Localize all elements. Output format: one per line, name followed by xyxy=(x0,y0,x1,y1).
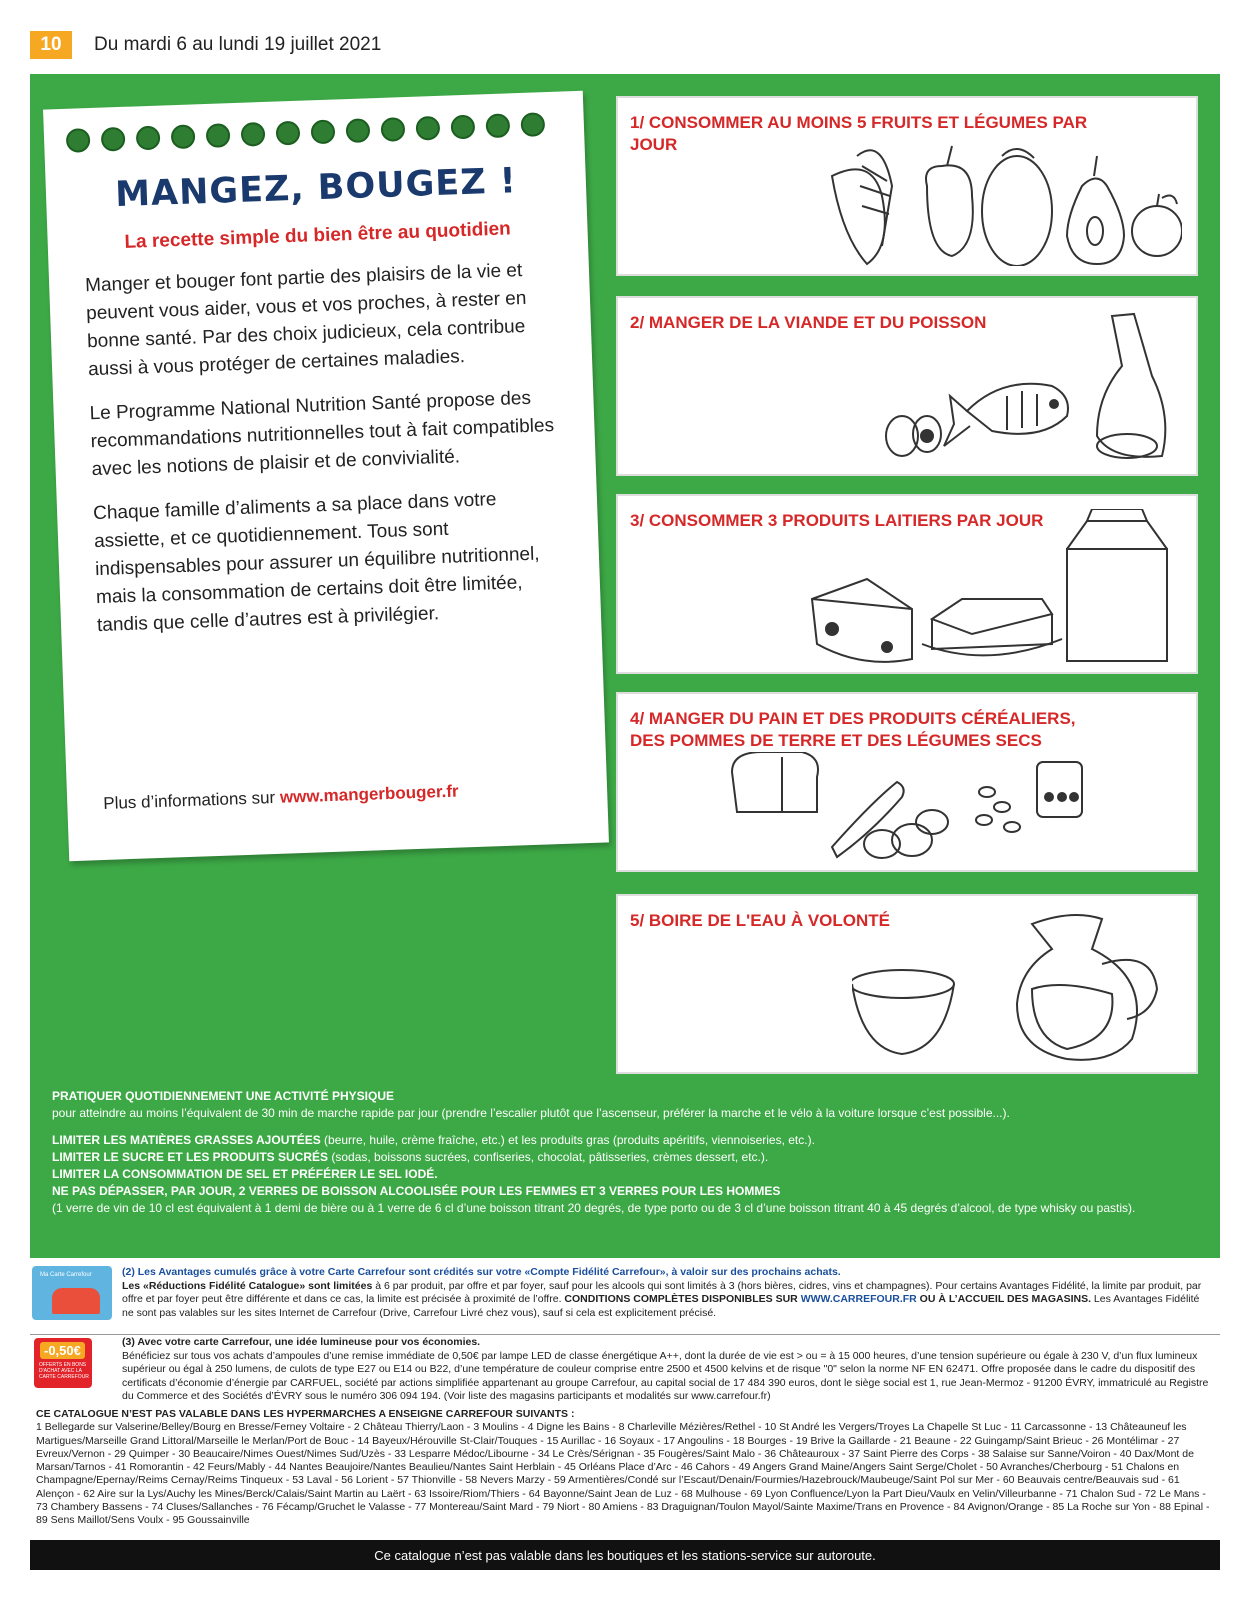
loyalty-bold: Les «Réductions Fidélité Catalogue» sont limitées xyxy=(122,1279,373,1292)
card-title: 3/ CONSOMMER 3 PRODUITS LAITIERS PAR JOUR xyxy=(630,511,1044,530)
promo-text: OFFERTS EN BONS D'ACHAT AVEC LA CARTE CARREFOUR xyxy=(39,1362,89,1380)
salt-title: LIMITER LA CONSOMMATION DE SEL ET PRÉFÉRER LE SEL IODÉ. xyxy=(52,1167,438,1181)
carrefour-link[interactable]: WWW.CARREFOUR.FR xyxy=(800,1293,917,1305)
page-header xyxy=(30,30,381,60)
conditions-bold-end: OU À L’ACCUEIL DES MAGASINS. xyxy=(916,1293,1092,1305)
stores-title: CE CATALOGUE N’EST PAS VALABLE DANS LES HYPERMARCHES A ENSEIGNE CARREFOUR SUIVANTS : xyxy=(36,1408,575,1420)
card-dairy xyxy=(616,494,1198,674)
promo-price: -0,50€ xyxy=(40,1342,85,1359)
card-meat-fish xyxy=(616,296,1198,476)
led-fine-print xyxy=(30,1336,1220,1406)
bread-cereals-icon xyxy=(722,752,1182,862)
loyalty-fine-print xyxy=(30,1266,1220,1332)
card-title: 4/ MANGER DU PAIN ET DES PRODUITS CÉRÉALIERS, DES POMMES DE TERRE ET DES LÉGUMES SECS xyxy=(630,709,1076,750)
note-paragraph-2: Le Programme National Nutrition Santé propose des recommandations nutritionnelles tout à fait compatibles avec les notions de plaisir et de convivialité. xyxy=(89,387,555,481)
meat-fish-icon xyxy=(872,306,1182,466)
led-text xyxy=(122,1336,1212,1404)
more-info-prefix: Plus d’informations sur xyxy=(102,787,281,813)
activity-title: PRATIQUER QUOTIDIENNEMENT UNE ACTIVITÉ PHYSIQUE xyxy=(52,1089,395,1103)
notepad xyxy=(43,91,609,861)
dairy-icon xyxy=(802,509,1182,664)
card-fruits-vegetables xyxy=(616,96,1198,276)
card-title: 1/ CONSOMMER AU MOINS 5 FRUITS ET LÉGUMES PAR JOUR xyxy=(630,113,1088,154)
page-number: 10 xyxy=(30,31,72,59)
card-bread-cereals xyxy=(616,692,1198,872)
card-water xyxy=(616,894,1198,1074)
loyalty-line-2: à 6 par produit, par offre et par foyer, sauf pour les alcools qui sont limités à 3 (hors bières, cidres, vins et champagnes). Pour certains Avantages Fidélité, la limite par produit, par offre et par foyer peut être différente et dans ce cas, la limite est précisée à proximité de l’offre. xyxy=(122,1279,1202,1305)
divider xyxy=(30,1334,1220,1335)
note-paragraph-3: Chaque famille d’aliments a sa place dans votre assiette, et ce quotidiennement. Tous sont indispensables pour assurer un équilibre nutritionnel, mais la consommation de certains doit être limitée, tandis que celle d’autres est à privilégier. xyxy=(92,489,540,637)
excluded-stores xyxy=(36,1408,1216,1528)
more-info xyxy=(103,782,459,814)
loyalty-text xyxy=(122,1266,1212,1320)
carrefour-card-image xyxy=(32,1266,112,1320)
date-range: Du mardi 6 au lundi 19 juillet 2021 xyxy=(94,34,382,55)
spiral-binding xyxy=(66,112,546,153)
sugar-title: LIMITER LE SUCRE ET LES PRODUITS SUCRÉS xyxy=(52,1150,329,1164)
note-body xyxy=(85,256,568,656)
alcohol-title: NE PAS DÉPASSER, PAR JOUR, 2 VERRES DE BOISSON ALCOOLISÉE POUR LES FEMMES ET 3 VERRES POUR LES HOMMES xyxy=(52,1184,781,1198)
fruits-vegetables-icon xyxy=(812,136,1182,266)
note-title: MANGEZ, BOUGEZ ! xyxy=(114,161,518,216)
promo-badge xyxy=(34,1338,92,1388)
mangerbouger-link[interactable]: www.mangerbouger.fr xyxy=(279,781,459,807)
water-jug-icon xyxy=(852,909,1182,1064)
health-advice xyxy=(52,1088,1202,1217)
conditions-bold: CONDITIONS COMPLÈTES DISPONIBLES SUR xyxy=(564,1293,801,1305)
led-line-1: (3) Avec votre carte Carrefour, une idée lumineuse pour vos économies. xyxy=(122,1336,481,1348)
sugar-text: (sodas, boissons sucrées, confiseries, chocolat, pâtisseries, crèmes dessert, etc.). xyxy=(328,1150,769,1164)
led-line-2: Bénéficiez sur tous vos achats d’ampoules d’une remise immédiate de 0,50€ par lampe LED de classe énergétique A++, dont la durée de vie est > ou = à 15 000 heures, d’une tension supérieure ou égale à 230 V, d’un flux lumineux supérieur ou égal à 250 lumens, de culots de type E27 ou E14 ou B22, d’une température de couleur comprise entre 2500 et 4500 kelvins et de risque "0" selon la norme NF EN 62471. Offre proposée dans le cadre du dispositif des certificats d’économie d’énergie par CARFUEL, société par actions simplifiée appartenant au groupe Carrefour, au capital social de 17 484 390 euros, dont le siège social est 1, rue Jean-Mermoz - 91200 ÉVRY, immatriculé au Registre du Commerce et des Sociétés d’ÉVRY sous le numéro 306 094 194. (Voir liste des magasins participants et modalités sur www.carrefour.fr) xyxy=(122,1349,1209,1402)
card-label: Ma Carte Carrefour xyxy=(40,1272,92,1278)
fat-text: (beurre, huile, crème fraîche, etc.) et les produits gras (produits apéritifs, viennoiseries, etc.). xyxy=(320,1133,815,1147)
card-title: 5/ BOIRE DE L'EAU À VOLONTÉ xyxy=(630,911,891,930)
stores-list: 1 Bellegarde sur Valserine/Belley/Bourg en Bresse/Ferney Voltaire - 2 Château Thierry/Laon - 3 Moulins - 4 Digne les Bains - 8 Charleville Mézières/Rethel - 10 St André les Vergers/Troyes La Chapelle St Luc - 11 Carcassonne - 13 Châteauneuf les Martigues/Marseille Grand Littoral/Marseille le Merlan/Port de Bouc - 14 Bayeux/Hérouville St-Clair/Touques - 15 Aurillac - 16 Soyaux - 17 Angoulins - 18 Bourges - 19 Brive la Gaillarde - 21 Beaune - 22 Guingamp/Saint Brieuc - 26 Montélimar - 27 Evreux/Vernon - 29 Quimper - 30 Beaucaire/Nimes Ouest/Nimes Sud/Uzès - 33 Lesparre Médoc/Libourne - 34 Le Crès/Sérignan - 35 Fougères/Saint Malo - 36 Châteauroux - 37 Saint Pierre des Corps - 38 Salaise sur Sanne/Voiron - 40 Dax/Mont de Marsan/Tarnos - 41 Romorantin - 42 Feurs/Mably - 44 Nantes Beaujoire/Nantes Beaulieu/Nantes Saint Herblain - 45 Orléans Place d’Arc - 46 Cahors - 49 Angers Grand Maine/Angers Saint Serge/Cholet - 50 Avranches/Cherbourg - 51 Chalons en Champagne/Epernay/Reims Cernay/Reims Tinqueux - 53 Laval - 56 Lorient - 57 Thionville - 58 Nevers Marzy - 59 Armentières/Condé sur l’Escaut/Denain/Fourmies/Hazebrouck/Maubeuge/Saint Pol sur Mer - 60 Beauvais centre/Beauvais sud - 61 Alençon - 62 Aire sur la Lys/Auchy les Mines/Berck/Calais/Saint Martin au Laërt - 63 Issoire/Riom/Thiers - 64 Bayonne/Saint Jean de Luz - 68 Mulhouse - 69 Lyon Confluence/Lyon la Part Dieu/Vaulx en Velin/Villeurbanne - 71 Chalon Sud - 72 Le Mans - 73 Chambery Bassens - 74 Cluses/Sallanches - 76 Fécamp/Gruchet le Valasse - 77 Montereau/Saint Mard - 79 Niort - 80 Amiens - 83 Draguignan/Toulon Mayol/Sainte Maxime/Trans en Provence - 84 Avignon/Orange - 85 La Roche sur Yon - 88 Epinal - 89 Sens Maillot/Sens Voulx - 95 Goussainville xyxy=(36,1421,1210,1527)
footer-banner: Ce catalogue n’est pas valable dans les boutiques et les stations-service sur autoroute. xyxy=(30,1540,1220,1570)
alcohol-text: (1 verre de vin de 10 cl est équivalent à 1 demi de bière ou à 1 verre de 6 cl d’une boisson titrant 20 degrés, de type porto ou de 3 cl d’une boisson titrant 40 à 45 degrés d’alcool, de type whisky ou pastis). xyxy=(52,1201,1136,1215)
activity-text: pour atteindre au moins l’équivalent de 30 min de marche rapide par jour (prendre l’escalier plutôt que l’ascenseur, préférer la marche et le vélo à la voiture lorsque c’est possible...). xyxy=(52,1106,1010,1120)
note-subtitle: La recette simple du bien être au quotidien xyxy=(124,218,512,253)
loyalty-line-1: (2) Les Avantages cumulés grâce à votre Carte Carrefour sont crédités sur votre «Compte Fidélité Carrefour», à valoir sur des prochains achats. xyxy=(122,1266,841,1278)
note-paragraph-1: Manger et bouger font partie des plaisirs de la vie et peuvent vous aider, vous et vos proches, à rester en bonne santé. Par des choix judicieux, cela contribue aussi à vous protéger de certaines maladies. xyxy=(84,260,527,381)
card-title: 2/ MANGER DE LA VIANDE ET DU POISSON xyxy=(630,313,987,332)
loyalty-line-end: Les Avantages Fidélité ne sont pas valables sur les sites Internet de Carrefour (Drive, Carrefour Livré chez vous), sauf si cela est explicitement précisé. xyxy=(122,1293,1200,1319)
fat-title: LIMITER LES MATIÈRES GRASSES AJOUTÉES xyxy=(52,1133,321,1147)
